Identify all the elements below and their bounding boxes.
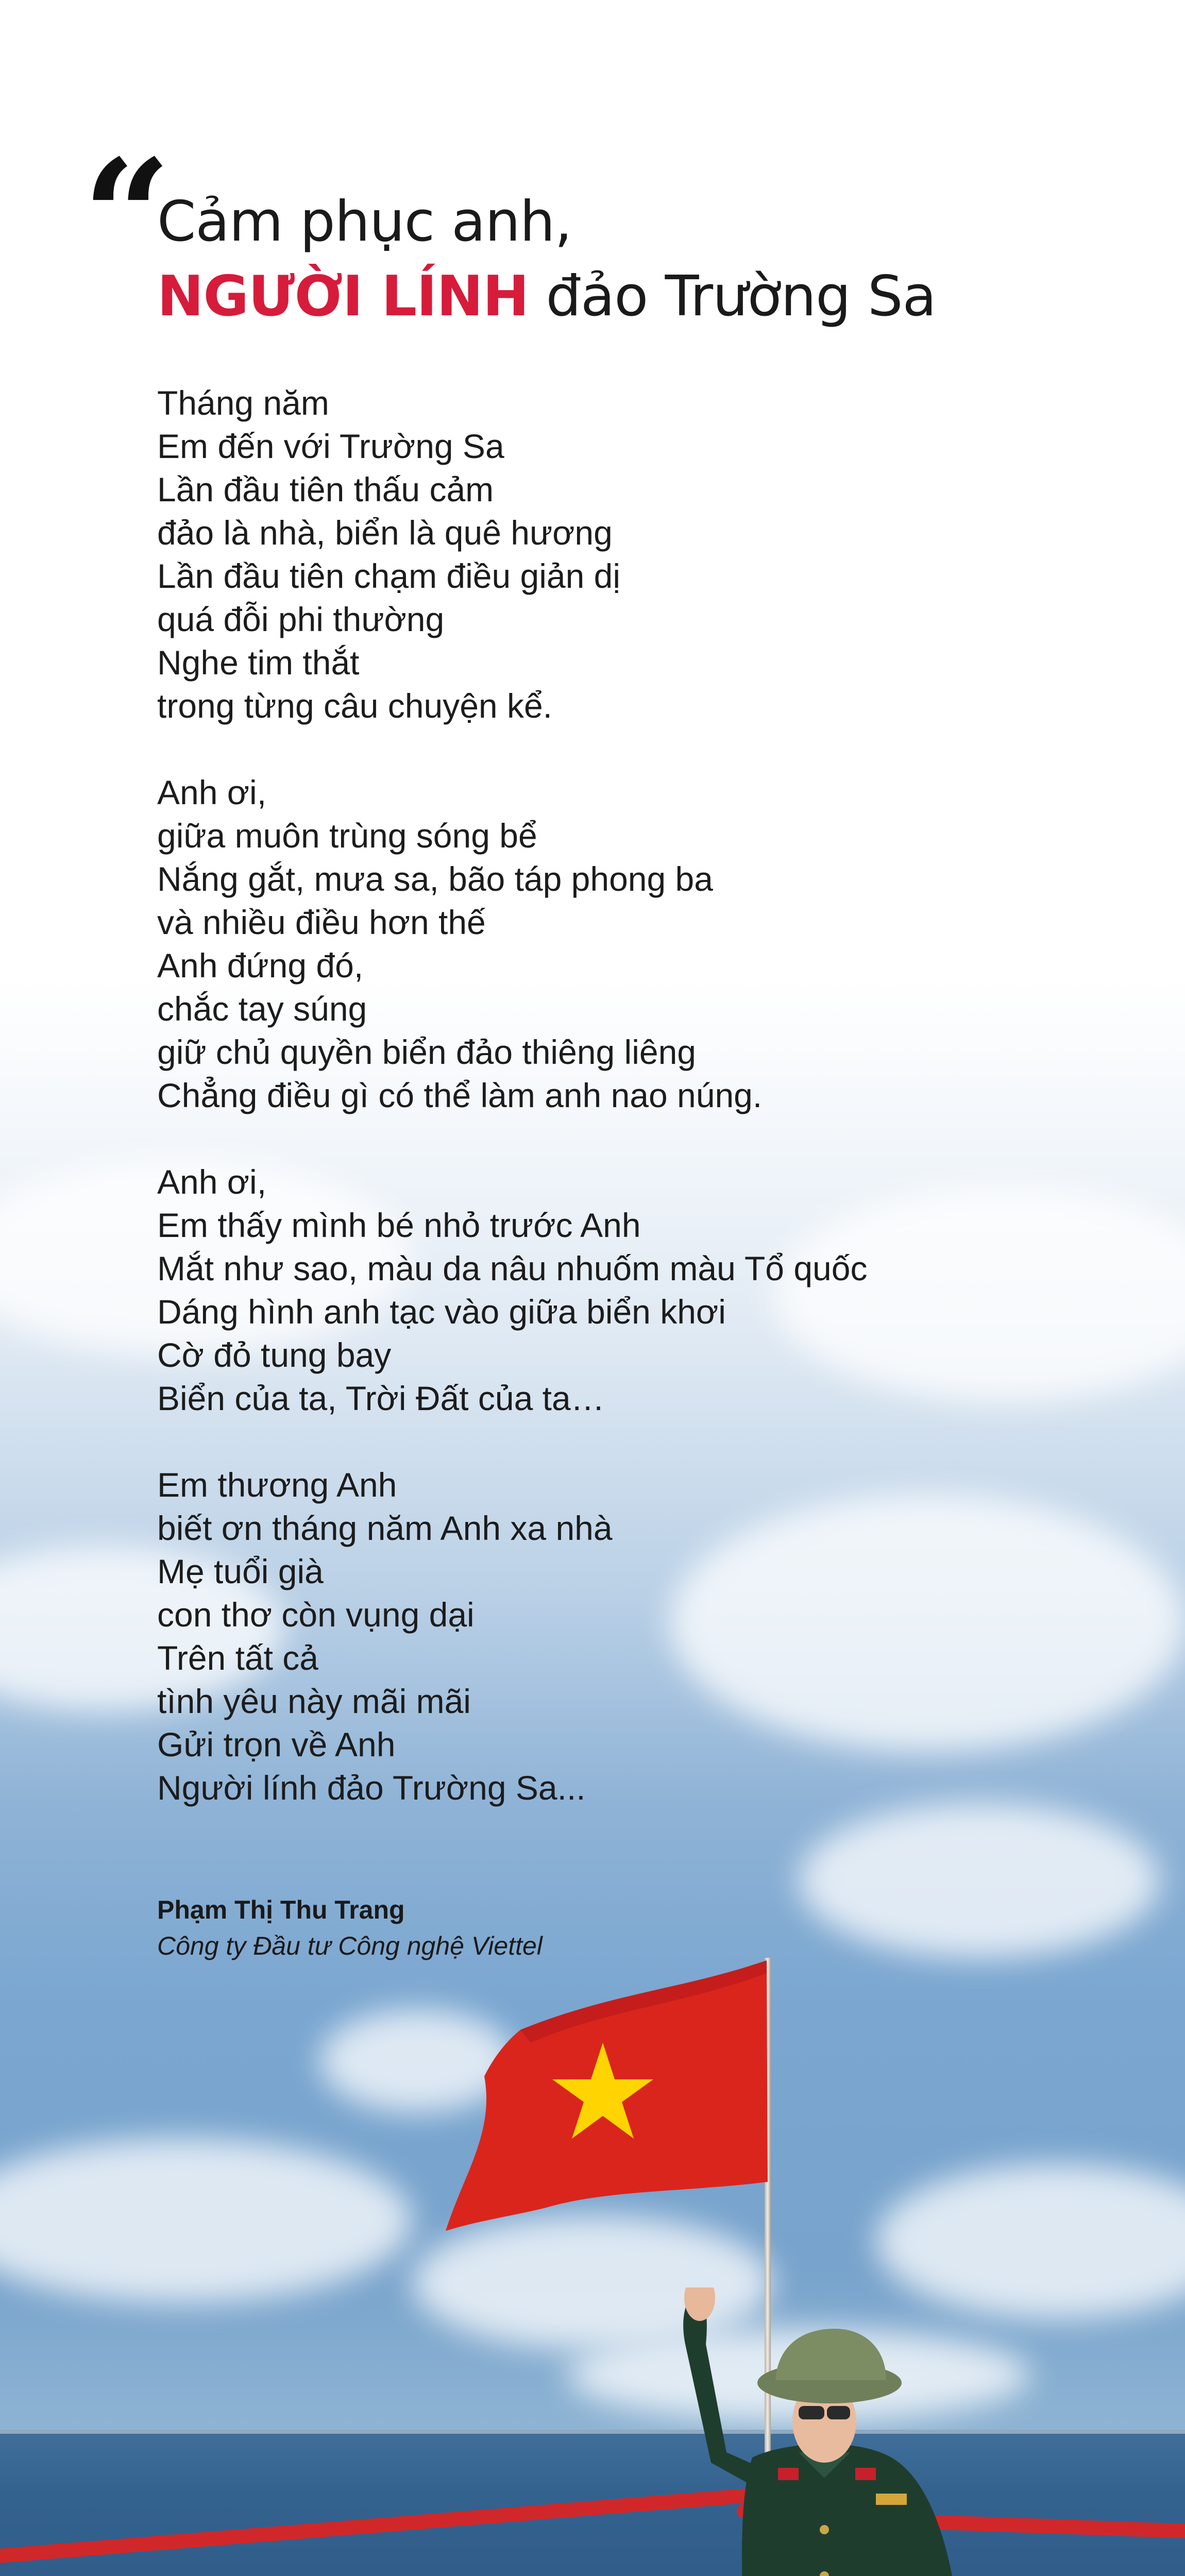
poem-line: Nghe tim thắt: [157, 643, 360, 682]
cloud: [319, 2009, 515, 2112]
horizon-line: [0, 2430, 1185, 2434]
soldier-figure: [670, 2287, 1000, 2576]
poem-line: tình yêu này mãi mãi: [157, 1682, 471, 1720]
poem-line: quá đỗi phi thường: [157, 600, 445, 638]
poem-line: Lần đầu tiên thấu cảm: [157, 470, 494, 509]
poem-body: [157, 381, 1085, 1809]
title-accent: NGƯỜI LÍNH: [157, 264, 529, 329]
poem-line: đảo là nhà, biển là quê hương: [157, 514, 613, 552]
poem-line: Mắt như sao, màu da nâu nhuốm màu Tổ quốc: [157, 1249, 868, 1287]
title-line-2-rest: đảo Trường Sa: [529, 264, 936, 329]
poem-line: Anh ơi,: [157, 1163, 267, 1201]
title-line-2: [157, 259, 936, 334]
poem-line: Dáng hình anh tạc vào giữa biển khơi: [157, 1293, 726, 1331]
poem-line: Cờ đỏ tung bay: [157, 1336, 392, 1374]
poem-line: Anh đứng đó,: [157, 946, 364, 985]
poem-line: Anh ơi,: [157, 773, 267, 811]
poem-line: Em thương Anh: [157, 1466, 397, 1504]
poem-line: Người lính đảo Trường Sa...: [157, 1769, 586, 1807]
poem-stanza: [157, 1463, 1085, 1809]
poem-line: biết ơn tháng năm Anh xa nhà: [157, 1509, 613, 1547]
poem-line: Biển của ta, Trời Đất của ta…: [157, 1379, 605, 1417]
poem-stanza: [157, 1160, 1085, 1420]
poem-line: Tháng năm: [157, 384, 329, 422]
poem-line: Chẳng điều gì có thể làm anh nao núng.: [157, 1076, 763, 1114]
quote-mark-icon: “: [82, 125, 172, 307]
poem-line: Em đến với Trường Sa: [157, 427, 504, 465]
cloud: [799, 1803, 1159, 1958]
poem-line: giữa muôn trùng sóng bể: [157, 817, 537, 855]
poem-line: Trên tất cả: [157, 1639, 319, 1677]
poem-line: Gửi trọn về Anh: [157, 1725, 396, 1764]
author-organization: Công ty Đầu tư Công nghệ Viettel: [157, 1931, 543, 1960]
page-title: [157, 184, 936, 334]
poem-line: Nắng gắt, mưa sa, bão táp phong ba: [157, 860, 713, 898]
author-block: [157, 1892, 543, 1964]
poem-stanza: [157, 771, 1085, 1117]
poem-line: con thơ còn vụng dại: [157, 1596, 475, 1634]
poem-line: Mẹ tuổi già: [157, 1552, 324, 1590]
poem-line: trong từng câu chuyện kể.: [157, 687, 552, 725]
poem-line: chắc tay súng: [157, 990, 367, 1028]
author-name: Phạm Thị Thu Trang: [157, 1895, 405, 1924]
poem-line: Lần đầu tiên chạm điều giản dị: [157, 557, 620, 595]
poem-line: giữ chủ quyền biển đảo thiêng liêng: [157, 1033, 696, 1071]
poem-line: Em thấy mình bé nhỏ trước Anh: [157, 1206, 641, 1244]
title-line-1: Cảm phục anh,: [157, 190, 572, 254]
poem-stanza: [157, 381, 1085, 727]
poem-line: và nhiều điều hơn thế: [157, 903, 486, 941]
